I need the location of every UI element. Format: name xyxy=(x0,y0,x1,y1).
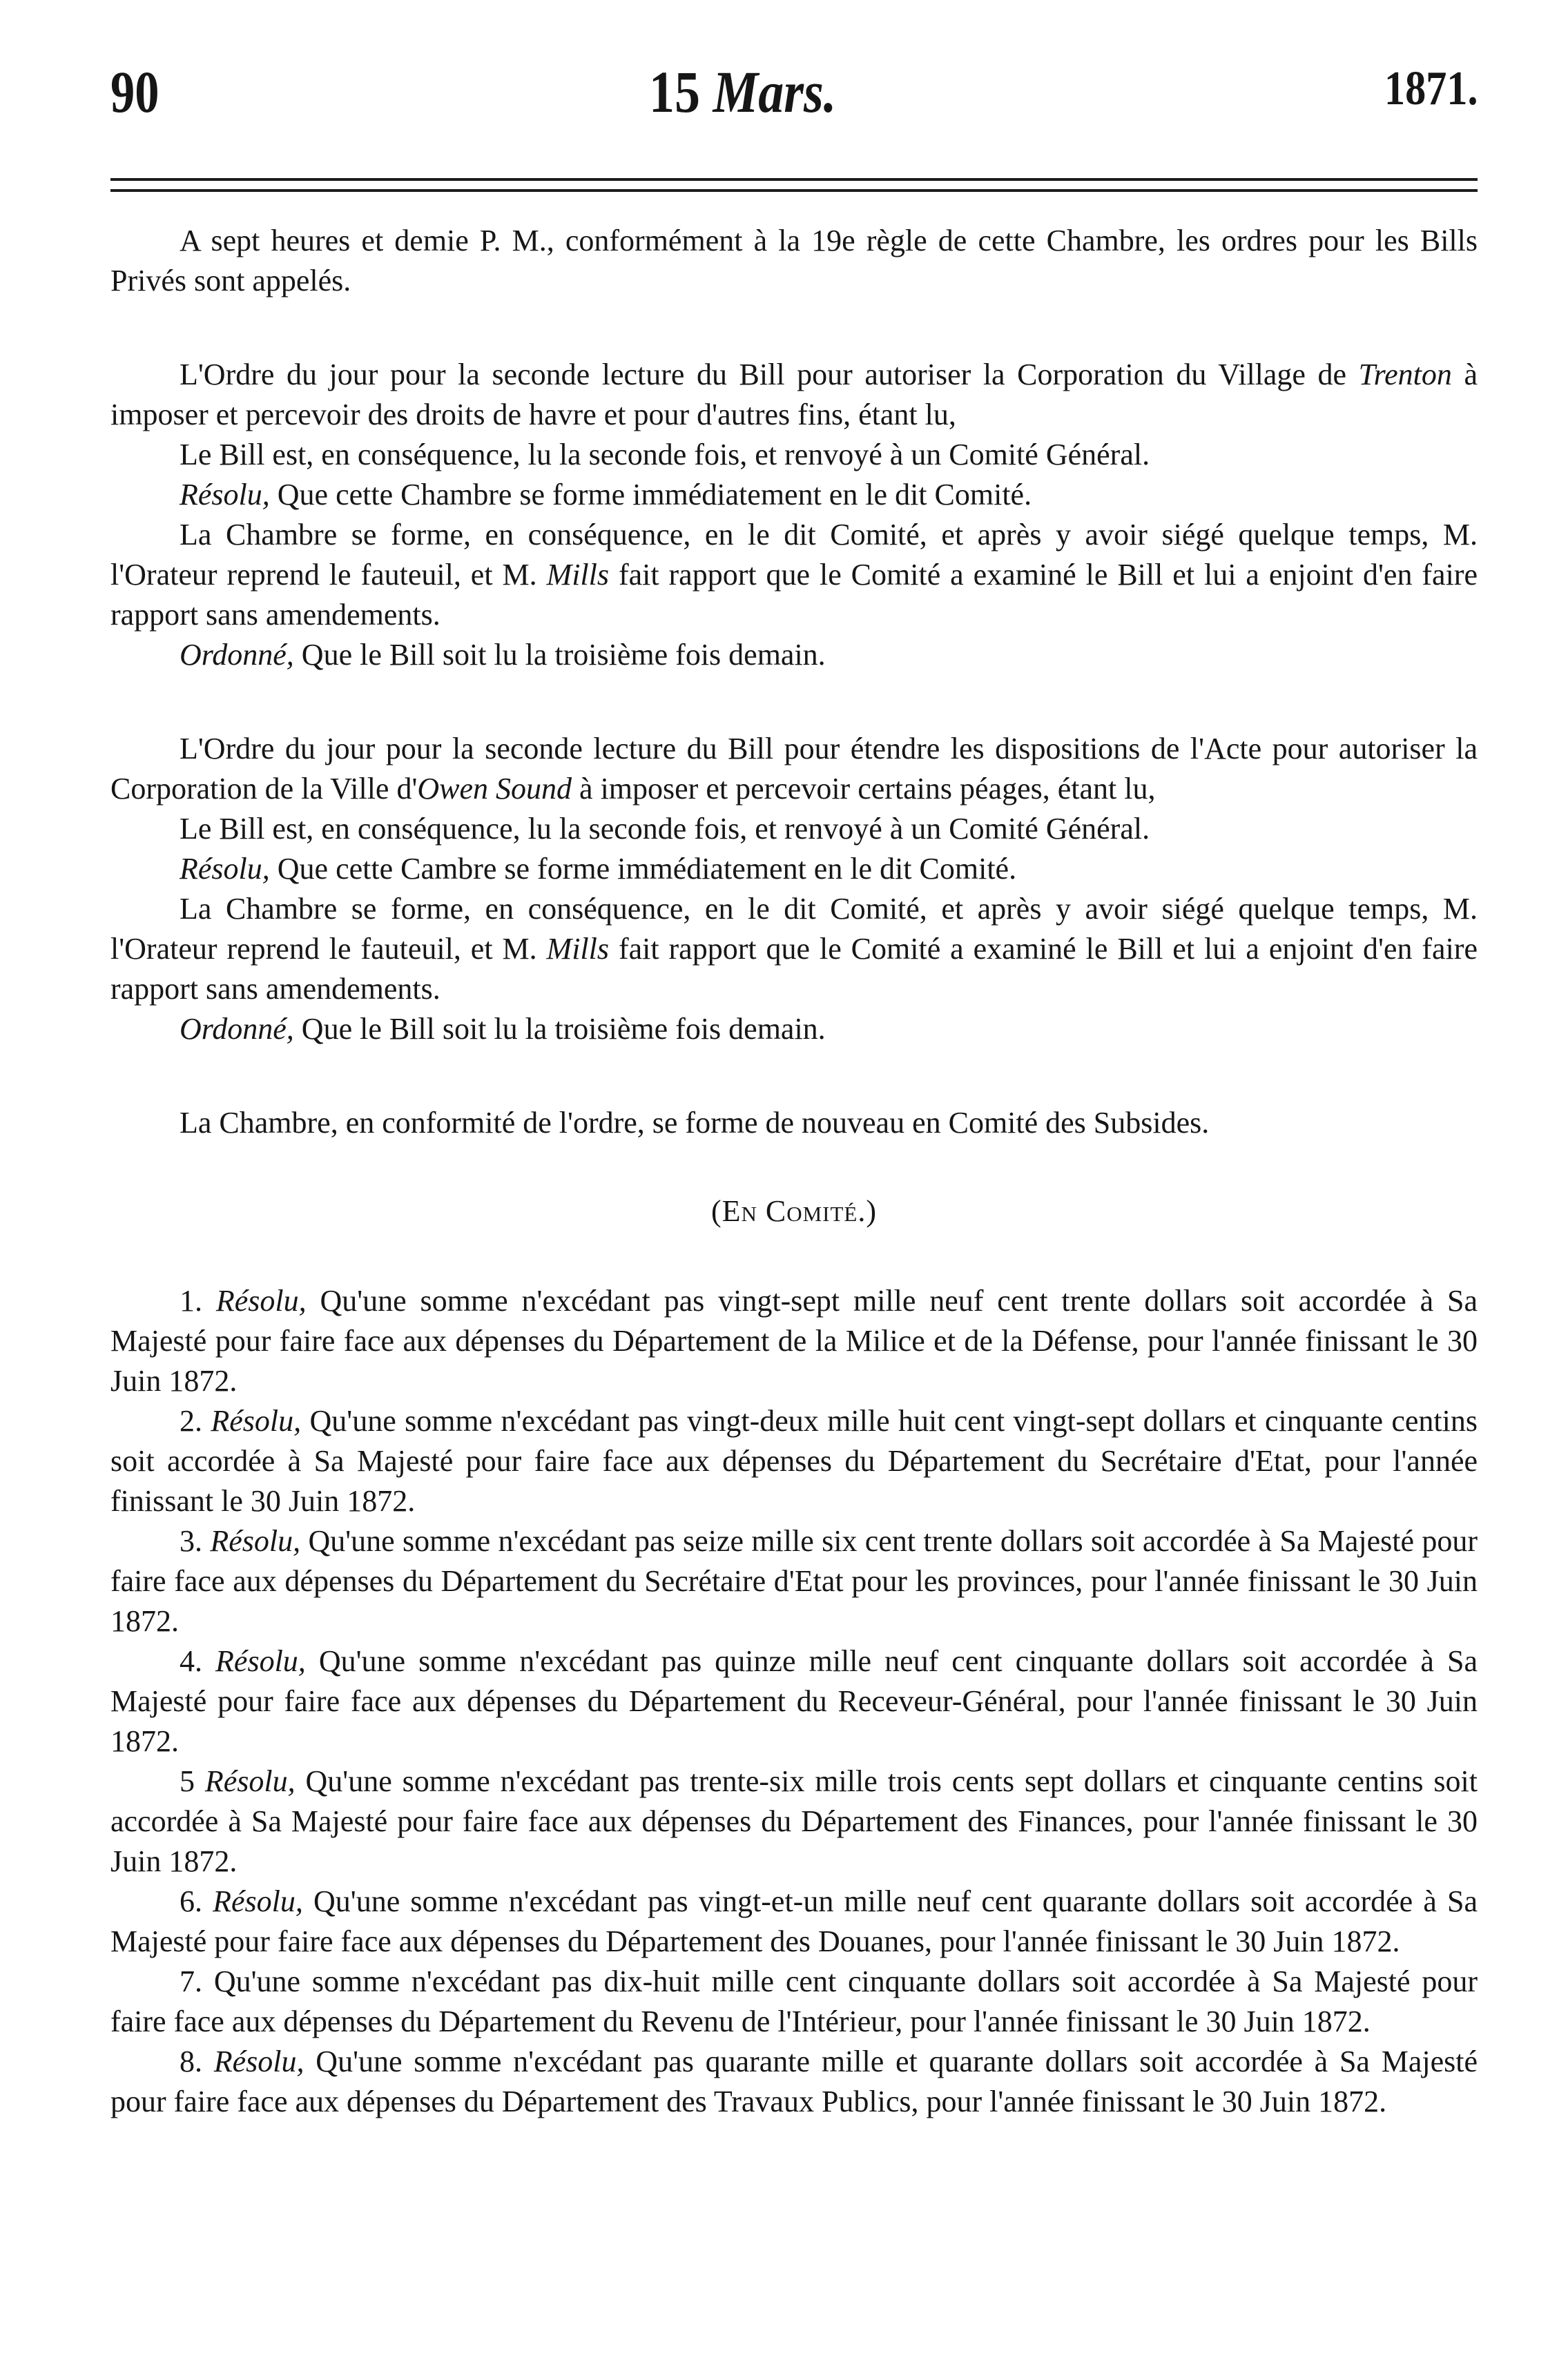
bill1-order-text-a: L'Ordre du jour pour la seconde lecture du Bill pour autoriser la Corporation du Village de xyxy=(180,358,1359,391)
committee-heading: (En Comité.) xyxy=(710,1194,878,1228)
bill1-resolved-paragraph xyxy=(110,475,1478,515)
header-rule-bottom xyxy=(110,189,1478,192)
resolution-text: Qu'une somme n'excédant pas trente-six mille trois cents sept dollars et cinquante centins soit accordée à Sa Majesté pour faire face aux dépenses du Département des Finances, pour l'année finissant le 30 Juin 1872. xyxy=(110,1764,1478,1878)
bill1-order-paragraph xyxy=(110,355,1478,435)
resolution-number: 1. xyxy=(180,1284,202,1318)
resolution-label: Résolu, xyxy=(215,1644,306,1678)
bill2-ordered-paragraph xyxy=(110,1009,1478,1049)
page-year: 1871. xyxy=(1384,62,1478,115)
bill1-ordered-text: Que le Bill soit lu la troisième fois demain. xyxy=(293,638,826,672)
bill1-ordered-label: Ordonné, xyxy=(180,638,294,672)
bill2-house-paragraph xyxy=(110,889,1478,1009)
bill2-house-text-b: fait rapport que le Comité a examiné le Bill et lui a enjoint d'en faire rapport sans amendements. xyxy=(110,932,1478,1006)
resolution-number: 7. xyxy=(180,1964,202,1998)
resolution-number: 6. xyxy=(180,1884,202,1918)
bill2-sent-paragraph: Le Bill est, en conséquence, lu la seconde fois, et renvoyé à un Comité Général. xyxy=(180,812,1150,846)
page-body xyxy=(110,221,1478,2122)
resolution-item xyxy=(110,1882,1478,1962)
resolution-label: Résolu, xyxy=(210,1524,301,1558)
bill2-house-text-a: La Chambre se forme, en conséquence, en le dit Comité, et après y avoir siégé quelque temps, M. l'Orateur reprend le fauteuil, et M. xyxy=(110,892,1478,966)
resolution-text: Qu'une somme n'excédant pas dix-huit mille cent cinquante dollars soit accordée à Sa Majesté pour faire face aux dépenses du Département du Revenu de l'Intérieur, pour l'année finissant le 30 Juin 1872. xyxy=(110,1964,1478,2038)
header-rules xyxy=(110,178,1478,200)
bill1-order-text-b: à imposer et percevoir des droits de havre et pour d'autres fins, étant lu, xyxy=(110,358,1478,431)
resolution-item xyxy=(110,1641,1478,1762)
resolution-item xyxy=(110,2042,1478,2122)
intro-paragraph: A sept heures et demie P. M., conformément à la 19e règle de cette Chambre, les ordres pour les Bills Privés sont appelés. xyxy=(110,224,1478,298)
resolution-item xyxy=(110,1521,1478,1641)
bill1-house-paragraph xyxy=(110,515,1478,635)
bill2-resolved-text: Que cette Cambre se forme immédiatement en le dit Comité. xyxy=(269,852,1017,886)
bill2-ordered-text: Que le Bill soit lu la troisième fois demain. xyxy=(293,1012,826,1046)
resolution-text: Qu'une somme n'excédant pas quinze mille neuf cent cinquante dollars soit accordée à Sa Majesté pour faire face aux dépenses du Département du Receveur-Général, pour l'année finissant le 30 Juin 1872. xyxy=(110,1644,1478,1758)
resolution-number: 4. xyxy=(180,1644,202,1678)
resolution-number: 3. xyxy=(180,1524,202,1558)
bill1-resolved-text: Que cette Chambre se forme immédiatement en le dit Comité. xyxy=(269,478,1032,511)
bill2-resolved-paragraph xyxy=(110,849,1478,889)
resolution-label: Résolu, xyxy=(204,1764,296,1798)
resolution-number: 2. xyxy=(180,1404,202,1438)
page-number: 90 xyxy=(110,59,159,125)
resolution-number: 5 xyxy=(180,1764,195,1798)
bill2-order-text-a: L'Ordre du jour pour la seconde lecture du Bill pour étendre les dispositions de l'Acte pour autoriser la Corporation de la Ville d' xyxy=(110,732,1478,806)
resolution-text: Qu'une somme n'excédant pas vingt-deux mille huit cent vingt-sept dollars et cinquante centins soit accordée à Sa Majesté pour faire face aux dépenses du Département du Secrétaire d'Etat, pour l'année finissant le 30 Juin 1872. xyxy=(110,1404,1478,1518)
bill1-ordered-paragraph xyxy=(110,635,1478,675)
resolutions-list xyxy=(110,1281,1478,2122)
resolution-text: Qu'une somme n'excédant pas quarante mille et quarante dollars soit accordée à Sa Majesté pour faire face aux dépenses du Département des Travaux Publics, pour l'année finissant le 30 Juin 1872. xyxy=(110,2045,1478,2118)
supply-paragraph: La Chambre, en conformité de l'ordre, se forme de nouveau en Comité des Subsides. xyxy=(180,1106,1210,1140)
date-day: 15 xyxy=(649,59,700,125)
resolution-label: Résolu, xyxy=(213,2045,304,2078)
bill1-resolved-label: Résolu, xyxy=(180,478,270,511)
resolution-text: Qu'une somme n'excédant pas vingt-sept mille neuf cent trente dollars soit accordée à Sa Majesté pour faire face aux dépenses du Département de la Milice et de la Défense, pour l'année finissant le 30 Juin 1872. xyxy=(110,1284,1478,1398)
resolution-text: Qu'une somme n'excédant pas vingt-et-un mille neuf cent quarante dollars soit accordée à Sa Majesté pour faire face aux dépenses du Département des Douanes, pour l'année finissant le 30 Juin 1872. xyxy=(110,1884,1478,1958)
page-date xyxy=(649,59,837,125)
header-rule-top xyxy=(110,178,1478,181)
resolution-item xyxy=(110,1762,1478,1882)
bill2-ordered-label: Ordonné, xyxy=(180,1012,294,1046)
resolution-label: Résolu, xyxy=(215,1284,307,1318)
resolution-label: Résolu, xyxy=(211,1404,302,1438)
resolution-text: Qu'une somme n'excédant pas seize mille six cent trente dollars soit accordée à Sa Majesté pour faire face aux dépenses du Département du Secrétaire d'Etat pour les provinces, pour l'année finissant le 30 Juin 1872. xyxy=(110,1524,1478,1638)
bill2-order-text-b: à imposer et percevoir certains péages, étant lu, xyxy=(572,772,1156,806)
bill2-town: Owen Sound xyxy=(417,772,572,806)
bill1-member: Mills xyxy=(546,558,609,592)
document-page xyxy=(110,59,1478,2118)
bill2-resolved-label: Résolu, xyxy=(180,852,270,886)
bill1-house-text-a: La Chambre se forme, en conséquence, en le dit Comité, et après y avoir siégé quelque temps, M. l'Orateur reprend le fauteuil, et M. xyxy=(110,518,1478,592)
bill2-member: Mills xyxy=(546,932,609,966)
resolution-number: 8. xyxy=(180,2045,202,2078)
resolution-item xyxy=(110,1962,1478,2042)
bill1-sent-paragraph: Le Bill est, en conséquence, lu la seconde fois, et renvoyé à un Comité Général. xyxy=(180,438,1150,471)
date-month: Mars. xyxy=(713,59,837,125)
resolution-item xyxy=(110,1281,1478,1401)
page-header xyxy=(110,59,1478,145)
resolution-label: Résolu, xyxy=(213,1884,303,1918)
bill1-town: Trenton xyxy=(1358,358,1452,391)
bill1-house-text-b: fait rapport que le Comité a examiné le Bill et lui a enjoint d'en faire rapport sans amendements. xyxy=(110,558,1478,632)
bill2-order-paragraph xyxy=(110,729,1478,809)
resolution-item xyxy=(110,1401,1478,1521)
